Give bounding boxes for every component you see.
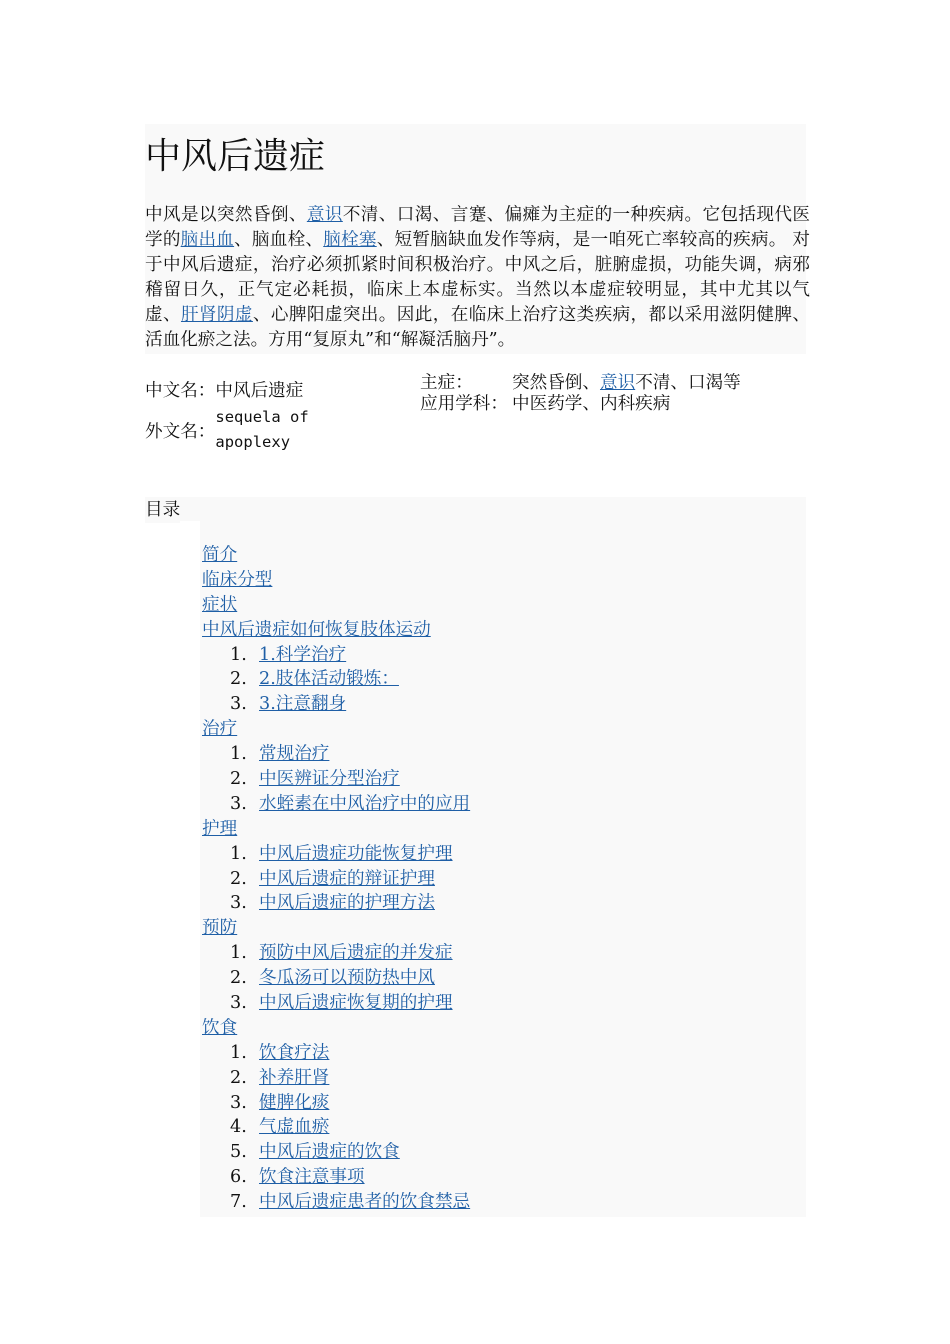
discipline-label: 应用学科： <box>420 394 508 414</box>
toc-item-number: 3. <box>230 893 247 914</box>
toc-item-number: 4. <box>230 1117 247 1138</box>
toc-section-link[interactable]: 中风后遗症如何恢复肢体运动 <box>202 619 431 640</box>
toc-subsection-link[interactable]: 3.注意翻身 <box>259 694 347 715</box>
infobox-row-symptom <box>420 373 820 394</box>
intro-text: 不清、口渴、言蹇、偏瘫为主症的一种疾病。它包括现代医学的 <box>145 205 810 250</box>
symptom-link-consciousness[interactable]: 意识 <box>599 373 636 393</box>
toc-subsection-link[interactable]: 健脾化痰 <box>259 1092 330 1113</box>
toc-item-number: 2. <box>230 769 247 790</box>
symptom-pre: 突然昏倒、 <box>512 373 600 393</box>
infobox-row-foreign-name <box>145 403 415 457</box>
toc-subsection-row <box>202 767 470 792</box>
chinese-name-value: 中风后遗症 <box>215 380 304 401</box>
toc-subsection-link[interactable]: 中风后遗症恢复期的护理 <box>259 993 453 1014</box>
symptom-value <box>512 373 741 394</box>
toc-subsection-row <box>202 692 470 717</box>
article-header <box>145 124 810 354</box>
intro-link[interactable]: 脑出血 <box>180 230 235 250</box>
toc-subsection-link[interactable]: 冬瓜汤可以预防热中风 <box>259 968 435 989</box>
toc-section-link[interactable]: 治疗 <box>202 719 238 740</box>
chinese-name-label: 中文名： <box>145 380 216 401</box>
toc-item-number: 2. <box>230 1067 247 1088</box>
toc-item-number: 3. <box>230 694 247 715</box>
toc-subsection-link[interactable]: 饮食注意事项 <box>259 1167 365 1188</box>
symptom-post: 不清、口渴等 <box>635 373 741 393</box>
toc-subsection-row <box>202 667 470 692</box>
toc-item-number: 2. <box>230 868 247 889</box>
toc-subsection-link[interactable]: 预防中风后遗症的并发症 <box>259 943 453 964</box>
toc-item-number: 3. <box>230 793 247 814</box>
toc-item-number: 5. <box>230 1142 247 1163</box>
toc-heading: 目录 <box>145 497 180 523</box>
toc-subsection-row <box>202 792 470 817</box>
toc-item-number: 1. <box>230 744 247 765</box>
toc-subsection-row <box>202 1091 470 1116</box>
toc-section-link[interactable]: 预防 <box>202 918 238 939</box>
toc-subsection-row <box>202 941 470 966</box>
toc-item-number: 3. <box>230 993 247 1014</box>
page-title: 中风后遗症 <box>145 136 326 177</box>
intro-text: 、脑血栓、 <box>234 230 324 250</box>
infobox-right <box>420 373 820 415</box>
foreign-name-label: 外文名： <box>145 421 216 442</box>
toc-subsection-row <box>202 1041 470 1066</box>
toc-subsection-row <box>202 1165 470 1190</box>
toc-subsection-row <box>202 742 470 767</box>
toc-item-number: 1. <box>230 943 247 964</box>
toc-item-number: 3. <box>230 1092 247 1113</box>
toc-section-link[interactable]: 简介 <box>202 545 238 565</box>
toc-subsection-row <box>202 867 470 892</box>
toc-section-link[interactable]: 症状 <box>202 594 238 615</box>
toc-subsection-link[interactable]: 中风后遗症患者的饮食禁忌 <box>259 1192 471 1213</box>
toc-subsection-link[interactable]: 补养肝肾 <box>259 1067 330 1088</box>
intro-link[interactable]: 意识 <box>306 205 343 225</box>
toc-subsection-row <box>202 1066 470 1091</box>
toc-subsection-link[interactable]: 中风后遗症的饮食 <box>259 1142 400 1163</box>
toc-subsection-row <box>202 1115 470 1140</box>
toc-list <box>202 543 470 1215</box>
intro-text: 中风是以突然昏倒、 <box>145 205 307 225</box>
infobox-left <box>145 375 415 457</box>
symptom-label: 主症： <box>420 373 473 393</box>
toc-gutter <box>145 521 200 1217</box>
infobox-row-discipline <box>420 394 820 415</box>
toc-section-link[interactable]: 护理 <box>202 818 238 839</box>
toc-subsection-link[interactable]: 中风后遗症功能恢复护理 <box>259 843 453 864</box>
toc-subsection-link[interactable]: 饮食疗法 <box>259 1042 330 1063</box>
toc-subsection-link[interactable]: 2.肢体活动锻炼： <box>259 669 399 690</box>
infobox-row-chinese-name <box>145 375 415 403</box>
toc-subsection-link[interactable]: 中风后遗症的护理方法 <box>259 893 435 914</box>
toc-subsection-row <box>202 842 470 867</box>
toc-section-link[interactable]: 饮食 <box>202 1017 238 1038</box>
toc-subsection-row <box>202 966 470 991</box>
toc-subsection-row <box>202 991 470 1016</box>
toc-item-number: 1. <box>230 644 247 665</box>
toc-item-number: 1. <box>230 843 247 864</box>
toc-item-number: 2. <box>230 968 247 989</box>
toc-subsection-link[interactable]: 中医辨证分型治疗 <box>259 769 400 790</box>
intro-paragraph <box>145 203 810 353</box>
toc-subsection-link[interactable]: 中风后遗症的辩证护理 <box>259 868 435 889</box>
discipline-value: 中医药学、内科疾病 <box>512 394 671 414</box>
toc-subsection-link[interactable]: 常规治疗 <box>259 744 330 765</box>
toc-item-number: 6. <box>230 1167 247 1188</box>
table-of-contents <box>145 497 806 1217</box>
toc-item-number: 7. <box>230 1192 247 1213</box>
intro-text: 、心脾阳虚突出。因此，在临床上治疗这类疾病，都以采用滋阴健脾、活血化瘀之法。方用“复原丸”和“解凝活脑丹”。 <box>145 305 810 350</box>
toc-subsection-row <box>202 891 470 916</box>
toc-subsection-link[interactable]: 水蛭素在中风治疗中的应用 <box>259 793 471 814</box>
toc-subsection-link[interactable]: 1.科学治疗 <box>259 644 347 665</box>
toc-section-link[interactable]: 临床分型 <box>202 569 273 590</box>
toc-subsection-row <box>202 643 470 668</box>
toc-item-number: 1. <box>230 1042 247 1063</box>
toc-subsection-row <box>202 1140 470 1165</box>
intro-link[interactable]: 肝肾阴虚 <box>180 305 253 325</box>
toc-subsection-link[interactable]: 气虚血瘀 <box>259 1117 330 1138</box>
toc-subsection-row <box>202 1190 470 1215</box>
toc-item-number: 2. <box>230 669 247 690</box>
intro-link[interactable]: 脑栓塞 <box>323 230 377 250</box>
intro-text: 、短暂脑缺血发作等病，是一咱死亡率较高的疾病。 对于中风后遗症，治疗必须抓紧时间积极治疗。中风之后，脏腑虚损，功能失调，病邪稽留日久，正气定必耗损，临床上本虚标实。当然以本虚症较明显，其中尤其以气虚、 <box>145 230 810 325</box>
foreign-name-value: sequela of apoplexy <box>215 408 309 451</box>
